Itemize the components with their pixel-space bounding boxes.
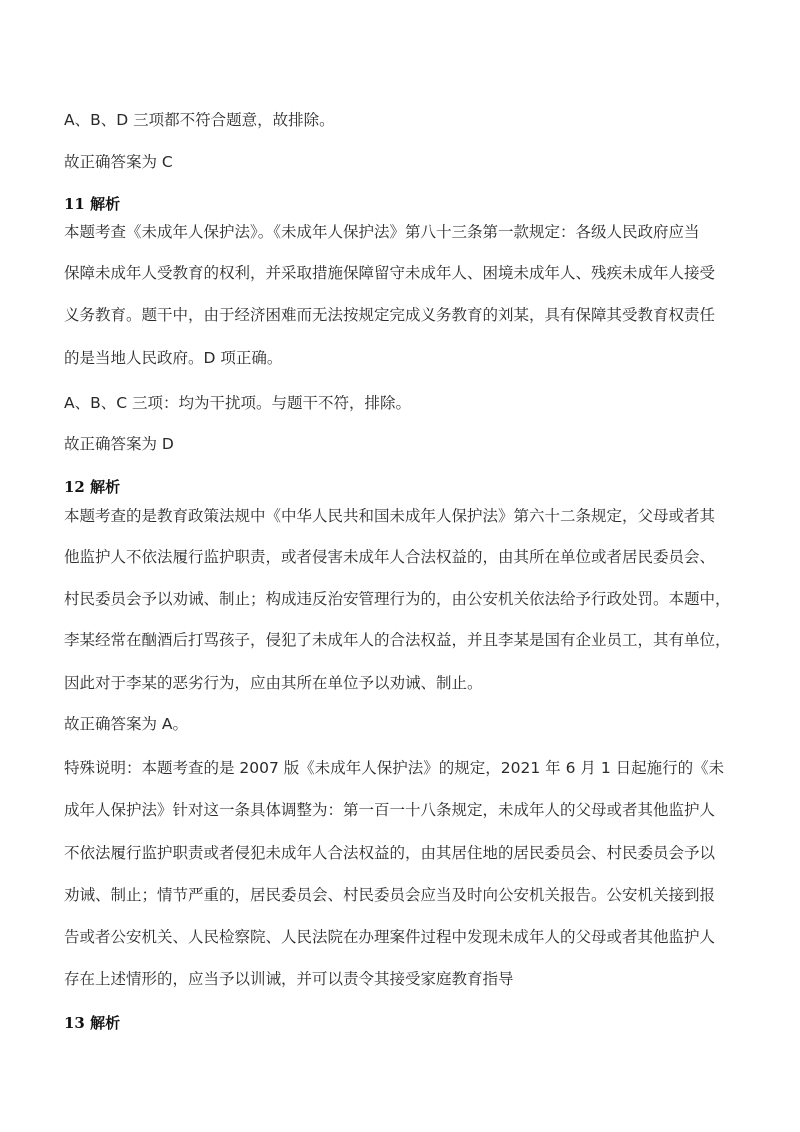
- text-line: 存在上述情形的，应当予以训诫，并可以责令其接受家庭教育指导: [64, 970, 514, 988]
- answer-line: 故正确答案为 C: [64, 153, 173, 171]
- text-line: 因此对于李某的恶劣行为，应由其所在单位予以劝诫、制止。: [64, 674, 483, 692]
- section-heading-12: 12 解析: [64, 478, 121, 496]
- text-line: 特殊说明：本题考查的是 2007 版《未成年人保护法》的规定，2021 年 6 月 1 日起施行的《未: [64, 759, 725, 777]
- text-line: 义务教育。题干中，由于经济困难而无法按规定完成义务教育的刘某，具有保障其受教育权责任: [64, 306, 716, 324]
- text-line: 的是当地人民政府。D 项正确。: [64, 349, 283, 367]
- text-line: 他监护人不依法履行监护职责，或者侵害未成年人合法权益的，由其所在单位或者居民委员会、: [64, 548, 716, 566]
- text-line: 告或者公安机关、人民检察院、人民法院在办理案件过程中发现未成年人的父母或者其他监护人: [64, 928, 716, 946]
- section-heading-13: 13 解析: [64, 1014, 121, 1032]
- text-line: A、B、D 三项都不符合题意，故排除。: [64, 111, 335, 129]
- text-line: 保障未成年人受教育的权利，并采取措施保障留守未成年人、困境未成年人、残疾未成年人接受: [64, 264, 716, 282]
- section-heading-11: 11 解析: [64, 195, 121, 213]
- text-line: 村民委员会予以劝诫、制止；构成违反治安管理行为的，由公安机关依法给予行政处罚。本题中，: [64, 590, 731, 608]
- answer-line: 故正确答案为 A。: [64, 715, 189, 733]
- text-line: 李某经常在酗酒后打骂孩子，侵犯了未成年人的合法权益，并且李某是国有企业员工，其有单位，: [64, 631, 731, 649]
- answer-line: 故正确答案为 D: [64, 435, 174, 453]
- text-line: 劝诫、制止；情节严重的，居民委员会、村民委员会应当及时向公安机关报告。公安机关接到报: [64, 886, 716, 904]
- text-line: 本题考查的是教育政策法规中《中华人民共和国未成年人保护法》第六十二条规定，父母或者其: [64, 507, 716, 525]
- text-line: 本题考查《未成年人保护法》。《未成年人保护法》第八十三条第一款规定：各级人民政府应当: [64, 223, 700, 241]
- text-line: 不依法履行监护职责或者侵犯未成年人合法权益的，由其居住地的居民委员会、村民委员会予以: [64, 844, 716, 862]
- text-line: A、B、C 三项：均为干扰项。与题干不符，排除。: [64, 394, 411, 412]
- text-line: 成年人保护法》针对这一条具体调整为：第一百一十八条规定，未成年人的父母或者其他监护人: [64, 801, 716, 819]
